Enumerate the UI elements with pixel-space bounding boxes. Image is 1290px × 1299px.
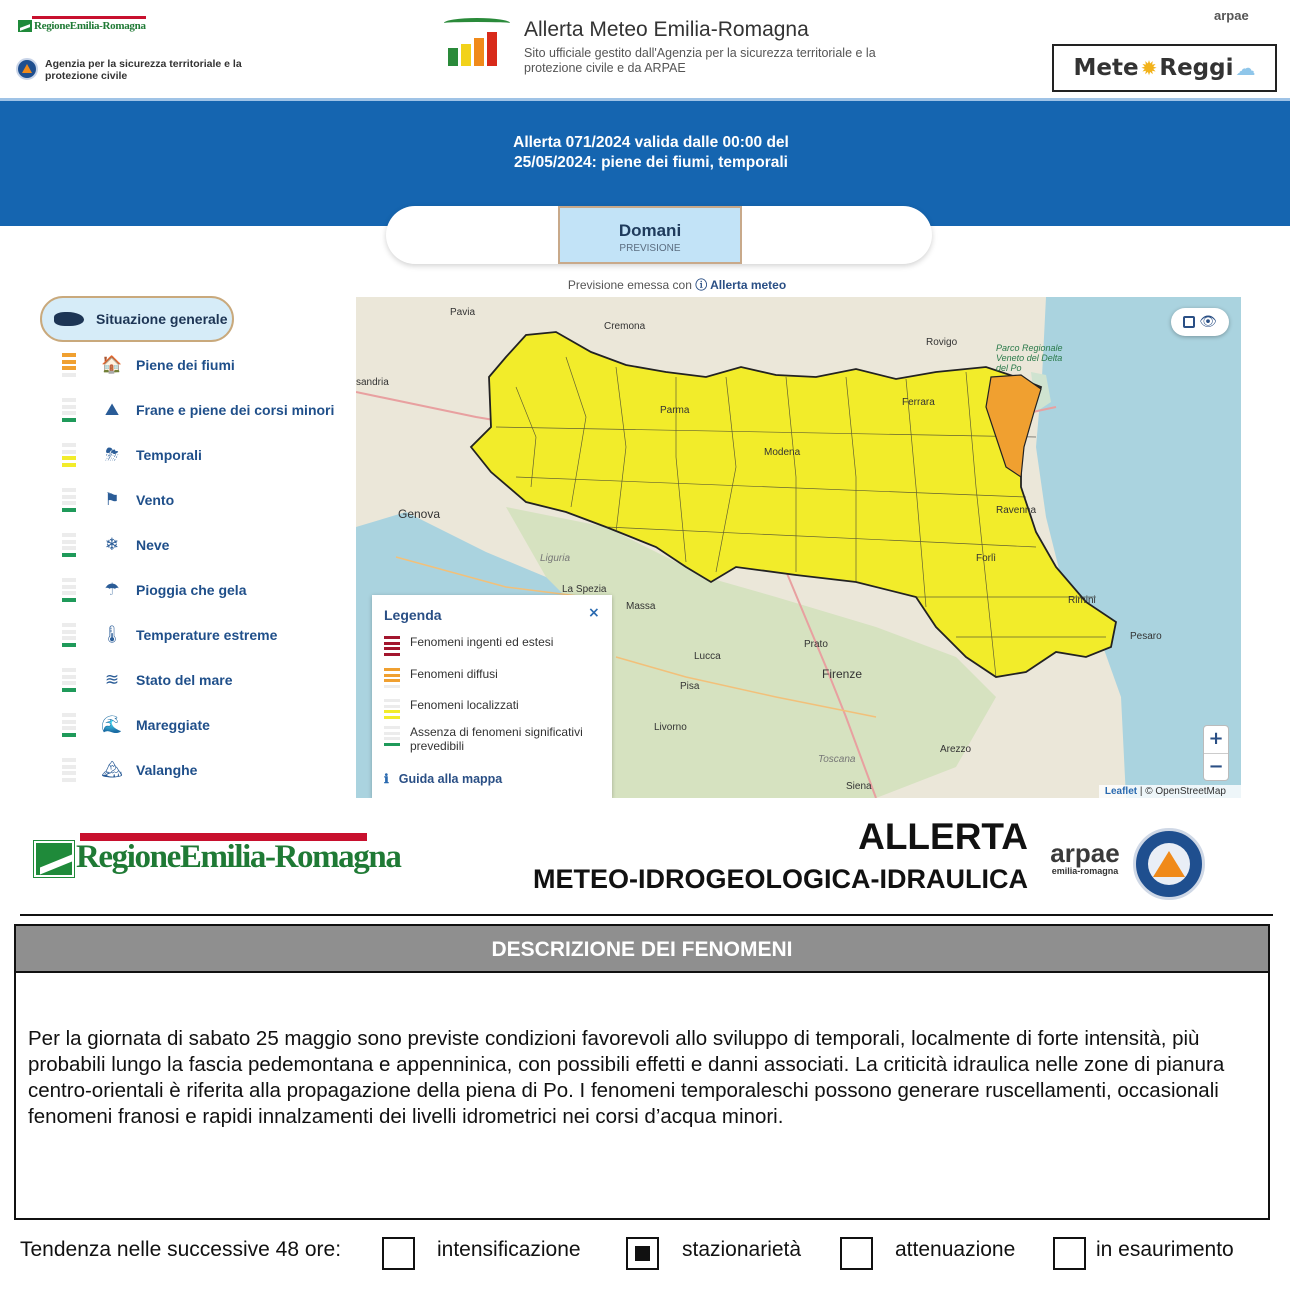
- menu-item-label: Vento: [136, 492, 175, 508]
- trend-option-label: in esaurimento: [1096, 1238, 1234, 1261]
- legend-close-icon[interactable]: ×: [588, 605, 600, 621]
- trend-option-label: intensificazione: [437, 1238, 581, 1261]
- map-place-label: Massa: [626, 601, 656, 612]
- level-indicator: [62, 443, 76, 467]
- level-indicator: [62, 578, 76, 602]
- thunderstorm-icon: ⛈: [105, 445, 119, 465]
- section-header: DESCRIZIONE DEI FENOMENI: [16, 926, 1268, 973]
- menu-item-label: Temporali: [136, 447, 202, 463]
- zoom-in-button[interactable]: +: [1204, 726, 1228, 754]
- description-text: Per la giornata di sabato 25 maggio sono previste condizioni favorevoli allo sviluppo di temporali, localmente di forte intensità, più probabili lungo la fascia pedemontana e appenninica, con possibili effetti e danni associati. La criticità idraulica nelle zone di pianura centro-orientali è riferita alla propagazione della piena di Po. I fenomeni temporaleschi possono generare ruscellamenti, occasionali fenomeni franosi e rapidi innalzamenti dei livelli idrometrici nei corsi d’acqua minori.: [28, 1027, 1225, 1128]
- map-place-label: Pisa: [680, 681, 700, 692]
- sun-icon: ✹: [1140, 56, 1158, 80]
- site-header: [0, 0, 1290, 98]
- menu-item-avalanche[interactable]: [62, 755, 197, 785]
- arpae-logo: arpae emilia-romagna: [1050, 838, 1120, 876]
- map-place-label: La Spezia: [562, 584, 607, 595]
- layer-toggle-button[interactable]: [1171, 308, 1229, 336]
- leaflet-link[interactable]: Leaflet: [1104, 786, 1138, 797]
- map-place-label: Rimini: [1068, 595, 1096, 606]
- trend-checkbox[interactable]: [1053, 1237, 1086, 1270]
- map-place-label: Rovigo: [926, 337, 958, 348]
- agency-name: Agenzia per la sicurezza territoriale e la protezione civile: [45, 58, 242, 82]
- legend-label: Fenomeni diffusi: [410, 667, 498, 681]
- region-logo-large: RegioneEmilia-Romagna: [32, 833, 368, 881]
- menu-item-storm-surge[interactable]: [62, 710, 210, 740]
- agency-logo[interactable]: [16, 58, 255, 82]
- menu-item-label: Neve: [136, 537, 170, 553]
- checkbox-icon: [1183, 316, 1195, 328]
- osm-attribution[interactable]: | © OpenStreetMap: [1139, 786, 1226, 797]
- legend-swatch: [384, 726, 400, 746]
- issued-note: Previsione emessa con ⓘ Allerta meteo: [567, 278, 787, 292]
- map-legend: [372, 595, 612, 798]
- trend-checkbox[interactable]: [840, 1237, 873, 1270]
- menu-item-label: Mareggiate: [136, 717, 210, 733]
- map-place-label: Siena: [846, 781, 872, 792]
- menu-item-thermometer[interactable]: [62, 620, 277, 650]
- avalanche-icon: 🏔: [101, 760, 123, 780]
- legend-row: [384, 725, 600, 753]
- legend-label: Fenomeni localizzati: [410, 698, 519, 712]
- meteo-reggio-banner[interactable]: Mete ✹ Reggi ☁: [1052, 44, 1277, 92]
- storm-surge-icon: 🌊: [101, 715, 123, 735]
- trend-checkbox[interactable]: [626, 1237, 659, 1270]
- menu-item-label: Frane e piene dei corsi minori: [136, 402, 335, 418]
- legend-row: [384, 698, 600, 719]
- level-indicator: [62, 488, 76, 512]
- allerta-meteo-link[interactable]: ⓘ Allerta meteo: [695, 278, 787, 292]
- map-attribution: [1099, 785, 1241, 798]
- menu-item-river-flood[interactable]: [62, 350, 235, 380]
- legend-row: [384, 635, 600, 656]
- map-place-label: Forlì: [976, 553, 996, 564]
- situazione-generale-button[interactable]: Situazione generale: [40, 296, 234, 342]
- alert-banner-line2: 25/05/2024: piene dei fiumi, temporali: [514, 154, 788, 171]
- region-map-icon: [54, 312, 84, 326]
- map-place-label: Pavia: [450, 307, 476, 318]
- legend-label: Fenomeni ingenti ed estesi: [410, 635, 554, 649]
- map-place-label: Genova: [398, 507, 441, 521]
- menu-item-wind[interactable]: [62, 485, 174, 515]
- document-subtitle: METEO-IDROGEOLOGICA-IDRAULICA: [533, 864, 1028, 894]
- trend-option-label: attenuazione: [895, 1238, 1016, 1261]
- region-flag-icon: [34, 841, 74, 877]
- thermometer-icon: 🌡: [101, 625, 123, 645]
- zoom-out-button[interactable]: −: [1208, 756, 1224, 777]
- level-indicator: [62, 533, 76, 557]
- map-place-label: Cremona: [604, 321, 646, 332]
- level-indicator: [62, 668, 76, 692]
- legend-swatch: [384, 636, 400, 656]
- zoom-control: [1203, 725, 1229, 781]
- menu-item-label: Temperature estreme: [136, 627, 278, 643]
- menu-item-freezing-rain[interactable]: [62, 575, 246, 605]
- arpae-logo-small[interactable]: arpae: [1214, 8, 1249, 23]
- map-place-label: Prato: [804, 639, 828, 650]
- menu-item-thunderstorm[interactable]: [62, 440, 202, 470]
- day-tabs: [386, 206, 932, 264]
- map-place-label: Toscana: [818, 754, 856, 765]
- civil-protection-seal-icon: [16, 58, 38, 80]
- site-brand[interactable]: [444, 18, 894, 76]
- menu-item-snow[interactable]: [62, 530, 169, 560]
- menu-item-label: Piene dei fiumi: [136, 357, 235, 373]
- menu-item-landslide[interactable]: [62, 395, 334, 425]
- map-place-label: Modena: [764, 447, 801, 458]
- menu-item-sea-state[interactable]: [62, 665, 232, 695]
- map-place-label: Ferrara: [902, 397, 935, 408]
- map-place-label: Livorno: [654, 722, 687, 733]
- info-icon: ℹ: [384, 772, 389, 786]
- freezing-rain-icon: ☂: [104, 580, 120, 600]
- alert-banner-line1: Allerta 071/2024 valida dalle 00:00 del: [513, 134, 789, 151]
- wind-icon: ⚑: [104, 490, 120, 510]
- description-box: [14, 924, 1270, 1220]
- landslide-icon: ⛰: [104, 400, 120, 420]
- trend-option-label: stazionarietà: [682, 1238, 802, 1261]
- menu-item-label: Valanghe: [136, 762, 198, 778]
- sea-state-icon: ≋: [104, 670, 120, 690]
- river-flood-icon: 🏠: [101, 355, 123, 375]
- level-indicator: [62, 398, 76, 422]
- map-place-label: Parma: [660, 405, 690, 416]
- map-place-label: Lucca: [694, 651, 721, 662]
- map-place-label: Parco Regionale Veneto del Delta del Po: [996, 343, 1063, 373]
- level-indicator: [62, 758, 76, 782]
- level-indicator: [62, 623, 76, 647]
- site-title: Allerta Meteo Emilia-Romagna: [524, 18, 809, 41]
- site-subtitle: Sito ufficiale gestito dall'Agenzia per la sicurezza territoriale e la protezione civile e da ARPAE: [524, 46, 876, 75]
- region-logo-small[interactable]: RegioneEmilia-Romagna: [18, 16, 146, 32]
- document-title: ALLERTA: [858, 816, 1028, 857]
- menu-item-label: Stato del mare: [136, 672, 233, 688]
- allerta-meteo-logo-icon: [444, 18, 510, 66]
- map-guide-link[interactable]: ℹ Guida alla mappa: [384, 772, 503, 786]
- map-place-label: sandria: [356, 377, 389, 388]
- level-indicator: [62, 713, 76, 737]
- legend-label: Assenza di fenomeni significativi prevedibili: [410, 725, 583, 753]
- region-flag-icon: [18, 20, 32, 32]
- map-place-label: Liguria: [540, 553, 571, 564]
- legend-title: Legenda: [384, 607, 442, 623]
- map-place-label: Pesaro: [1130, 631, 1162, 642]
- level-indicator: [62, 353, 76, 377]
- legend-swatch: [384, 668, 400, 688]
- divider: [20, 914, 1273, 916]
- snow-icon: ❄: [104, 535, 120, 555]
- menu-item-label: Pioggia che gela: [136, 582, 247, 598]
- trend-checkbox[interactable]: [382, 1237, 415, 1270]
- alert-map[interactable]: [356, 297, 1241, 798]
- trend-label: Tendenza nelle successive 48 ore:: [20, 1238, 342, 1261]
- map-place-label: Firenze: [822, 667, 863, 681]
- cloud-icon: ☁: [1235, 56, 1256, 80]
- civil-protection-seal-icon: [1133, 828, 1205, 900]
- legend-row: [384, 667, 600, 688]
- trend-row: [20, 1236, 1280, 1272]
- legend-swatch: [384, 699, 400, 719]
- info-icon: ⓘ: [695, 278, 708, 292]
- map-place-label: Ravenna: [996, 505, 1037, 516]
- map-place-label: Arezzo: [940, 744, 972, 755]
- tab-domani[interactable]: Domani PREVISIONE: [558, 206, 742, 264]
- eye-icon: 👁: [1199, 314, 1217, 330]
